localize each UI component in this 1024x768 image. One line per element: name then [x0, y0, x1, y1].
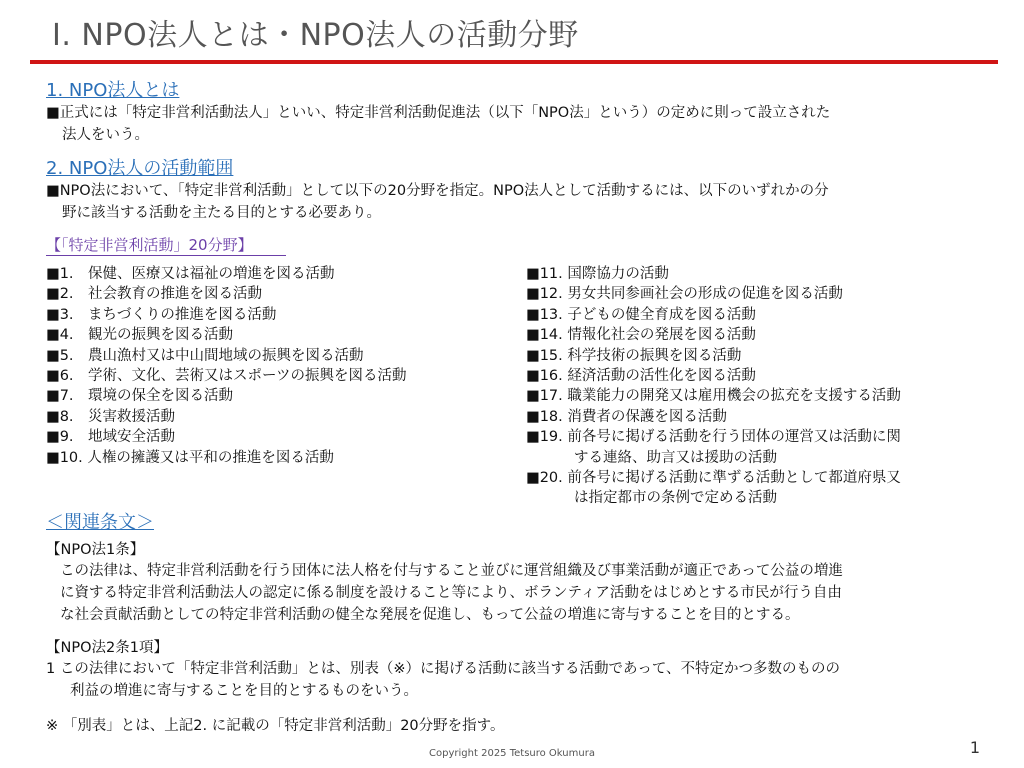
- field-item: ■5. 農山漁村又は中山間地域の振興を図る活動: [46, 347, 364, 364]
- note: ※ 「別表」とは、上記2. に記載の「特定非営利活動」20分野を指す。: [46, 718, 505, 734]
- field-item-20-cont: は指定都市の条例で定める活動: [574, 490, 777, 507]
- page-number: 1: [969, 738, 980, 757]
- section1-line2: 法人をいう。: [62, 127, 149, 143]
- field-item: ■4. 観光の振興を図る活動: [46, 327, 234, 344]
- article2-line: 利益の増進に寄与することを目的とするものをいう。: [70, 683, 418, 699]
- section2-heading: 2. NPO法人の活動範囲: [46, 158, 234, 179]
- fields-subheading-text: 【「特定非営利活動」20分野】: [46, 236, 253, 254]
- field-item: ■3. まちづくりの推進を図る活動: [46, 306, 277, 323]
- section2-line2: 野に該当する活動を主たる目的とする必要あり。: [62, 205, 381, 221]
- article2-body: [46, 658, 990, 702]
- page-title: Ⅰ. NPO法人とは・NPO法人の活動分野: [52, 18, 579, 53]
- field-item: ■17. 職業能力の開発又は雇用機会の拡充を支援する活動: [526, 388, 901, 405]
- field-item: ■12. 男女共同参画社会の形成の促進を図る活動: [526, 286, 843, 303]
- field-item-19-cont: する連絡、助言又は援助の活動: [574, 449, 777, 466]
- field-item: ■13. 子どもの健全育成を図る活動: [526, 306, 756, 323]
- field-item: ■16. 経済活動の活性化を図る活動: [526, 368, 756, 385]
- field-item: ■11. 国際協力の活動: [526, 266, 669, 282]
- article1-label: 【NPO法1条】: [46, 542, 145, 558]
- field-item: ■6. 学術、文化、芸術又はスポーツの振興を図る活動: [46, 368, 407, 385]
- field-item: ■7. 環境の保全を図る活動: [46, 388, 234, 405]
- fields-subheading: [46, 234, 253, 255]
- article2-label: 【NPO法2条1項】: [46, 640, 168, 656]
- title-divider: [30, 60, 998, 64]
- fields-subheading-underline: [46, 255, 286, 256]
- field-item: ■15. 科学技術の振興を図る活動: [526, 347, 742, 364]
- field-item: ■14. 情報化社会の発展を図る活動: [526, 327, 756, 344]
- article1-line: な社会貢献活動としての特定非営利活動の健全な発展を促進し、もって公益の増進に寄与することを目的とする。: [60, 607, 800, 623]
- article1-line: に資する特定非営利活動法人の認定に係る制度を設けること等により、ボランティア活動をはじめとする市民が行う自由: [60, 585, 842, 601]
- fields-list-left: [46, 264, 406, 468]
- field-item: ■10. 人権の擁護又は平和の推進を図る活動: [46, 449, 334, 466]
- field-item: ■2. 社会教育の推進を図る活動: [46, 286, 263, 303]
- fields-list-right: [526, 264, 901, 509]
- section2-line1: ■NPO法において、「特定非営利活動」として以下の20分野を指定。NPO法人として活動するには、以下のいずれかの分: [46, 183, 829, 199]
- field-item: ■8. 災害救援活動: [46, 408, 176, 425]
- field-item: ■9. 地域安全活動: [46, 429, 176, 446]
- section1-heading: 1. NPO法人とは: [46, 80, 180, 101]
- section1-line1: ■正式には「特定非営利活動法人」といい、特定非営利活動促進法（以下「NPO法」という）の定めに則って設立された: [46, 105, 831, 121]
- section2-body: [46, 180, 996, 224]
- field-item: ■18. 消費者の保護を図る活動: [526, 408, 727, 425]
- field-item-20: ■20. 前各号に掲げる活動に準ずる活動として都道府県又: [526, 470, 901, 487]
- article1-body: [60, 560, 990, 626]
- article1-line: この法律は、特定非営利活動を行う団体に法人格を付与すること並びに運営組織及び事業活動が適正であって公益の増進: [60, 563, 843, 579]
- related-articles-heading: ＜関連条文＞: [46, 512, 154, 533]
- copyright: Copyright 2025 Tetsuro Okumura: [429, 748, 595, 759]
- article2-line: 1 この法律において「特定非営利活動」とは、別表（※）に掲げる活動に該当する活動であって、不特定かつ多数のものの: [46, 661, 841, 677]
- field-item: ■1. 保健、医療又は福祉の増進を図る活動: [46, 266, 335, 282]
- section1-body: [46, 102, 996, 146]
- field-item-19: ■19. 前各号に掲げる活動を行う団体の運営又は活動に関: [526, 429, 901, 446]
